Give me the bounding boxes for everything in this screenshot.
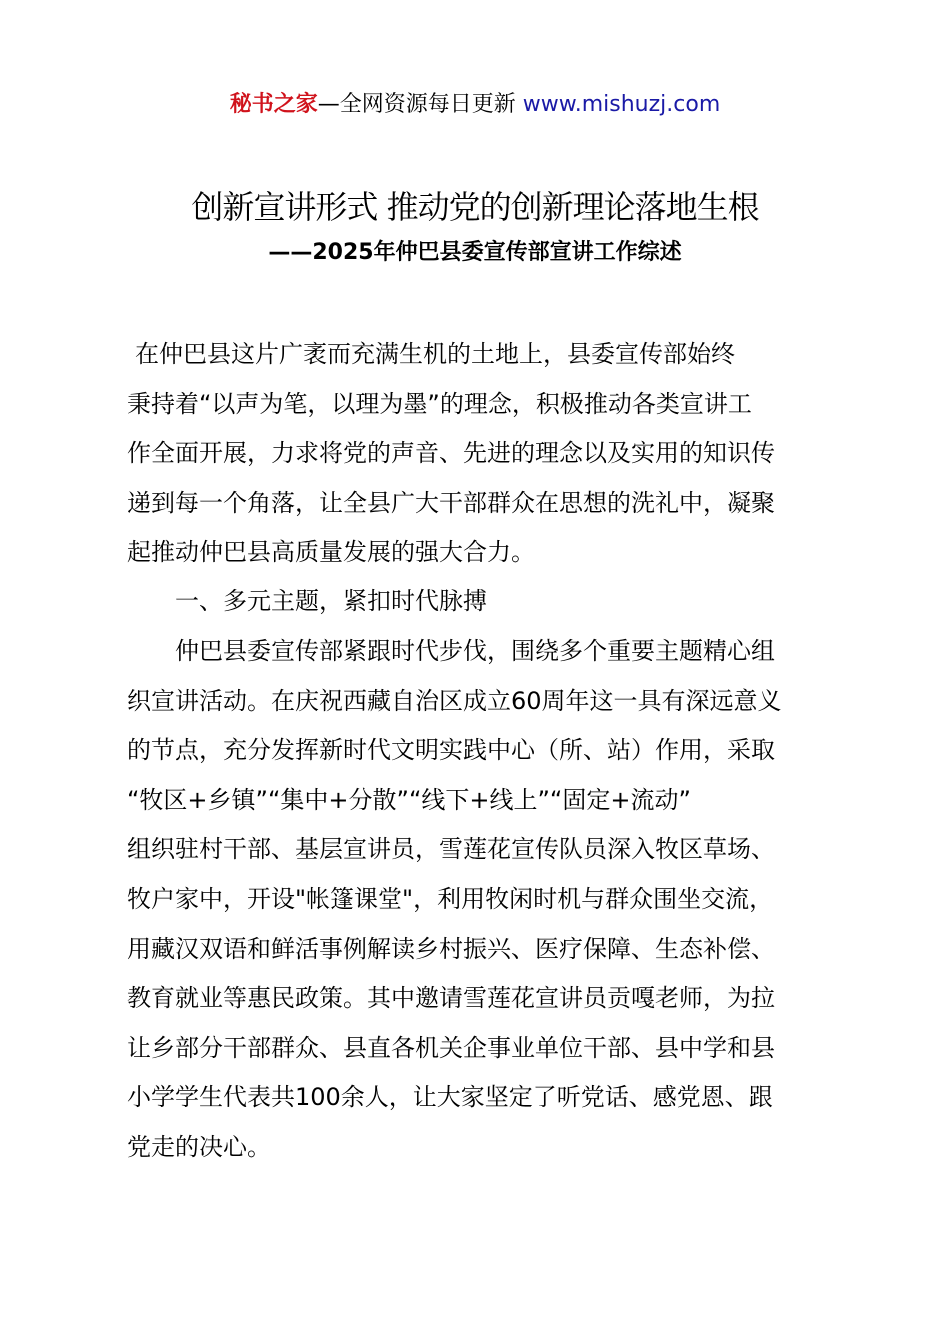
section-heading-text: 一、多元主题，紧扣时代脉搏	[175, 587, 487, 615]
site-url-link[interactable]: www.mishuzj.com	[522, 92, 721, 117]
text-line: 党走的决心。	[127, 1132, 271, 1161]
text-line: 仲巴县委宣传部紧跟时代步伐，围绕多个重要主题精心组	[175, 637, 775, 665]
paragraph-intro	[127, 330, 835, 578]
text-line: 作全面开展，力求将党的声音、先进的理念以及实用的知识传	[127, 439, 775, 468]
section-heading	[127, 577, 835, 627]
text-line: 教育就业等惠民政策。其中邀请雪莲花宣讲员贡嘎老师，为拉	[127, 984, 775, 1013]
paragraph-themes	[127, 627, 835, 1173]
text-line: 小学学生代表共100余人，让大家坚定了听党话、感党恩、跟	[127, 1083, 773, 1112]
document-subtitle: ——2025年仲巴县委宣传部宣讲工作综述	[268, 240, 682, 265]
document-title: 创新宣讲形式 推动党的创新理论落地生根	[191, 188, 759, 226]
site-tagline: —全网资源每日更新	[317, 92, 516, 117]
text-line: 在仲巴县这片广袤而充满生机的土地上，县委宣传部始终	[135, 340, 735, 368]
text-line: 织宣讲活动。在庆祝西藏自治区成立60周年这一具有深远意义	[127, 686, 782, 715]
text-line: 组织驻村干部、基层宣讲员，雪莲花宣传队员深入牧区草场、	[127, 835, 775, 864]
text-line: “牧区+乡镇”“集中+分散”“线下+线上”“固定+流动”	[127, 785, 691, 814]
text-line: 起推动仲巴县高质量发展的强大合力。	[127, 538, 535, 567]
text-line: 的节点，充分发挥新时代文明实践中心（所、站）作用，采取	[127, 736, 775, 765]
text-line: 秉持着“以声为笔，以理为墨”的理念，积极推动各类宣讲工	[127, 389, 752, 418]
site-header	[0, 88, 950, 122]
text-line: 让乡部分干部群众、县直各机关企事业单位干部、县中学和县	[127, 1033, 775, 1062]
site-brand: 秘书之家	[229, 92, 318, 117]
text-line: 牧户家中，开设"帐篷课堂"，利用牧闲时机与群众围坐交流，	[127, 884, 774, 913]
text-line: 用藏汉双语和鲜活事例解读乡村振兴、医疗保障、生态补偿、	[127, 934, 775, 963]
text-line: 递到每一个角落，让全县广大干部群众在思想的洗礼中，凝聚	[127, 488, 775, 517]
